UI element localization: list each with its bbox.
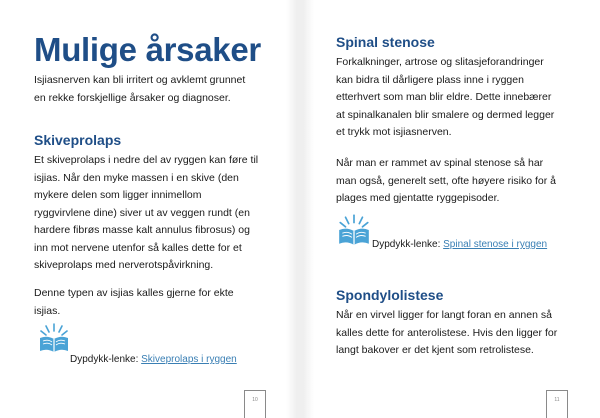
left-page [0,0,296,418]
deep-dive-link-row [372,238,547,252]
page-number-box [244,390,266,418]
skiveprolaps-text: Et skiveprolaps i nedre del av ryggen kan føre til isjias. Når den myke massen i en skive (den mykere delen som ligger innimellom ryggvirvlene dine) siver ut av veggen rundt (en hardere fibrøs masse kalt annulus fibrosus) og inn mot nervene utenfor så kalles dette for et skiveprolaps med nerverotspåvirkning. [34,154,259,271]
intro-text: Isjiasnerven kan bli irritert og avklemt grunnet en rekke forskjellige årsaker og diagnoser. [34,74,246,104]
open-book-icon [336,212,372,248]
ekte-isjias-text: Denne typen av isjias kalles gjerne for ekte isjias. [34,287,234,317]
spinal-stenose-text: Forkalkninger, artrose og slitasjeforandringer kan bidra til dårligere plass inne i ryggen etterhvert som man blir eldre. Dette innebærer at spinalkanalen blir smalere og dermed legger et trykk mot isjiasnerven. [336,56,555,138]
gutter-shadow-left [286,0,296,418]
right-page [304,0,600,418]
open-book-icon [37,321,71,355]
deep-dive-label: Dypdykk-lenke: [70,354,142,365]
section-heading-spinal-stenose: Spinal stenose [336,34,435,50]
spondylolistese-text: Når en virvel ligger for langt foran en annen så kalles dette for anterolistese. Hvis den ligger for langt bakover er det kjent som retrolistese. [336,309,558,356]
page-title: Mulige årsaker [34,31,261,68]
section-heading-skiveprolaps: Skiveprolaps [34,132,122,148]
page-number: 11 [554,397,560,403]
page-number: 10 [252,397,258,403]
section-heading-spondylolistese: Spondylolistese [336,287,444,303]
spinal-stenose-risk-text: Når man er rammet av spinal stenose så har man også, generelt sett, ofte høyere risiko for å plages med gjentatte ryggepisoder. [336,157,557,204]
gutter-shadow-right [304,0,314,418]
skiveprolaps-link[interactable]: Skiveprolaps i ryggen [141,354,237,365]
spinal-stenose-link[interactable]: Spinal stenose i ryggen [443,239,548,250]
deep-dive-link-row [70,353,237,367]
page-number-box [546,390,568,418]
deep-dive-label: Dypdykk-lenke: [372,239,444,250]
